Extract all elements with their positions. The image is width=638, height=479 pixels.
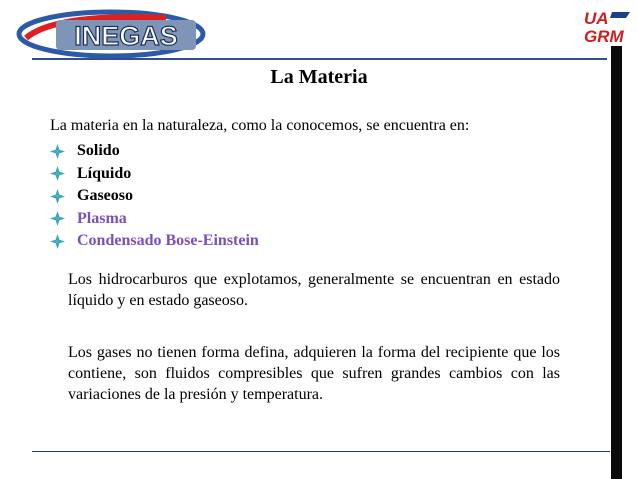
intro-text: La materia en la naturaleza, como la conocemos, se encuentra en: bbox=[50, 117, 470, 134]
bullet-label: Condensado Bose-Einstein bbox=[77, 232, 259, 250]
footer-divider bbox=[32, 451, 610, 452]
diamond-bullet-icon bbox=[50, 144, 65, 159]
bullet-label: Solido bbox=[77, 142, 120, 160]
states-list bbox=[50, 140, 259, 253]
right-accent-bar bbox=[611, 62, 622, 479]
diamond-bullet-icon bbox=[50, 211, 65, 226]
diamond-bullet-icon bbox=[50, 189, 65, 204]
header-divider bbox=[32, 58, 607, 60]
svg-text:UA: UA bbox=[584, 9, 609, 28]
uagrm-logo bbox=[582, 8, 632, 46]
svg-text:GRM: GRM bbox=[584, 27, 624, 46]
paragraph-hydrocarbons: Los hidrocarburos que explotamos, generalmente se encuentran en estado líquido y en estado gaseoso. bbox=[68, 271, 560, 309]
svg-text:INEGAS: INEGAS bbox=[74, 21, 178, 51]
list-item bbox=[50, 163, 259, 186]
list-item bbox=[50, 185, 259, 208]
diamond-bullet-icon bbox=[50, 234, 65, 249]
list-item bbox=[50, 230, 259, 253]
bullet-label: Plasma bbox=[77, 209, 127, 227]
right-accent-bar-top bbox=[611, 46, 622, 62]
list-item bbox=[50, 140, 259, 163]
bullet-label: Gaseoso bbox=[77, 187, 133, 205]
inegas-logo bbox=[16, 8, 206, 58]
list-item bbox=[50, 208, 259, 231]
paragraph-gases: Los gases no tienen forma defina, adquieren la forma del recipiente que los contiene, son fluidos compresibles que sufren grandes cambios con las variaciones de la presión y temperatura. bbox=[68, 344, 560, 403]
bullet-label: Líquido bbox=[77, 164, 132, 182]
diamond-bullet-icon bbox=[50, 166, 65, 181]
slide-title: La Materia bbox=[270, 66, 368, 88]
